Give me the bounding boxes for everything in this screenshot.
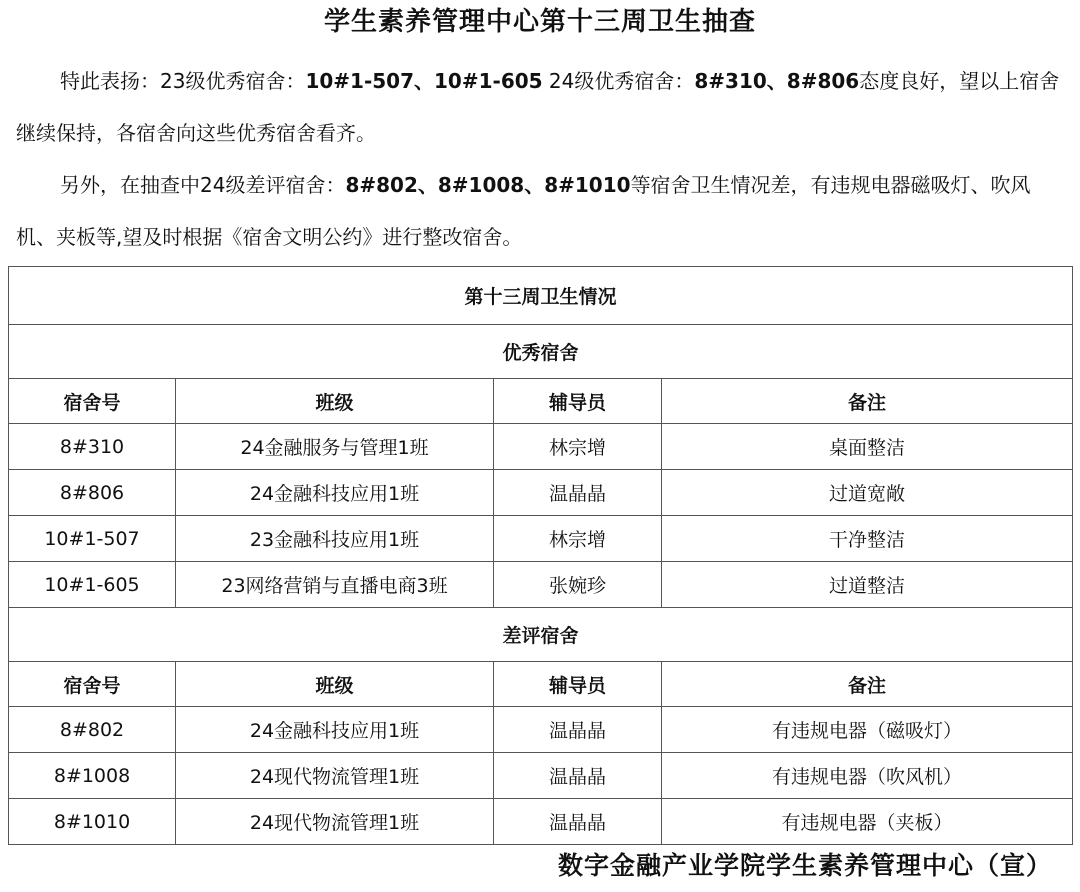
praise-paragraph [16, 55, 1068, 159]
table-title: 第十三周卫生情况 [9, 267, 1073, 325]
cell-remark: 桌面整洁 [662, 424, 1073, 470]
column-header-remark: 备注 [662, 662, 1073, 707]
table-row [9, 424, 1073, 470]
page-title: 学生素养管理中心第十三周卫生抽查 [323, 7, 756, 37]
cell-room-number: 8#802 [9, 707, 176, 753]
praise-prefix: 特此表扬：23级优秀宿舍： [60, 69, 306, 93]
cell-remark: 过道整洁 [662, 562, 1073, 608]
column-header-remark: 备注 [662, 379, 1073, 424]
cell-room-number: 10#1-605 [9, 562, 176, 608]
criticism-rooms: 8#802、8#1008、8#1010 [345, 173, 631, 197]
cell-remark: 有违规电器（夹板） [662, 799, 1073, 845]
criticism-prefix: 另外，在抽查中24级差评宿舍： [60, 173, 346, 197]
column-header-counselor: 辅导员 [494, 662, 662, 707]
table-row [9, 470, 1073, 516]
footer-signature: 数字金融产业学院学生素养管理中心（宣） [557, 851, 1052, 880]
cell-class-name: 24金融科技应用1班 [176, 470, 494, 516]
cell-room-number: 8#1008 [9, 753, 176, 799]
poor-section-row [9, 608, 1073, 662]
praise-mid: 24级优秀宿舍： [542, 69, 695, 93]
cell-remark: 有违规电器（磁吸灯） [662, 707, 1073, 753]
praise-suffix: 态度良好，望以上宿舍继续保持，各宿舍向这些优秀宿舍看齐。 [16, 69, 1060, 145]
excellent-section-label: 优秀宿舍 [9, 325, 1073, 379]
cell-counselor: 林宗增 [494, 516, 662, 562]
table-row [9, 562, 1073, 608]
table-row [9, 753, 1073, 799]
column-header-room-number: 宿舍号 [9, 662, 176, 707]
table-row [9, 707, 1073, 753]
criticism-paragraph [16, 159, 1068, 263]
cell-class-name: 23金融科技应用1班 [176, 516, 494, 562]
cell-room-number: 8#1010 [9, 799, 176, 845]
poor-section-label: 差评宿舍 [9, 608, 1073, 662]
cell-counselor: 温晶晶 [494, 470, 662, 516]
praise-rooms-24: 8#310、8#806 [694, 69, 860, 93]
cell-room-number: 10#1-507 [9, 516, 176, 562]
cell-counselor: 张婉珍 [494, 562, 662, 608]
excellent-section-row [9, 325, 1073, 379]
cell-room-number: 8#806 [9, 470, 176, 516]
cell-class-name: 24金融科技应用1班 [176, 707, 494, 753]
criticism-suffix: 等宿舍卫生情况差，有违规电器磁吸灯、吹风机、夹板等,望及时根据《宿舍文明公约》进行整改宿舍。 [16, 173, 1031, 249]
poor-header-row [9, 662, 1073, 707]
cell-room-number: 8#310 [9, 424, 176, 470]
hygiene-table [8, 266, 1073, 845]
cell-remark: 过道宽敞 [662, 470, 1073, 516]
cell-counselor: 温晶晶 [494, 799, 662, 845]
table-title-row [9, 267, 1073, 325]
table-row [9, 516, 1073, 562]
cell-remark: 有违规电器（吹风机） [662, 753, 1073, 799]
cell-class-name: 24现代物流管理1班 [176, 753, 494, 799]
excellent-header-row [9, 379, 1073, 424]
table-row [9, 799, 1073, 845]
praise-rooms-23: 10#1-507、10#1-605 [305, 69, 543, 93]
cell-class-name: 24金融服务与管理1班 [176, 424, 494, 470]
column-header-class-name: 班级 [176, 662, 494, 707]
cell-remark: 干净整洁 [662, 516, 1073, 562]
column-header-room-number: 宿舍号 [9, 379, 176, 424]
cell-counselor: 林宗增 [494, 424, 662, 470]
column-header-counselor: 辅导员 [494, 379, 662, 424]
column-header-class-name: 班级 [176, 379, 494, 424]
cell-counselor: 温晶晶 [494, 753, 662, 799]
cell-counselor: 温晶晶 [494, 707, 662, 753]
cell-class-name: 23网络营销与直播电商3班 [176, 562, 494, 608]
cell-class-name: 24现代物流管理1班 [176, 799, 494, 845]
